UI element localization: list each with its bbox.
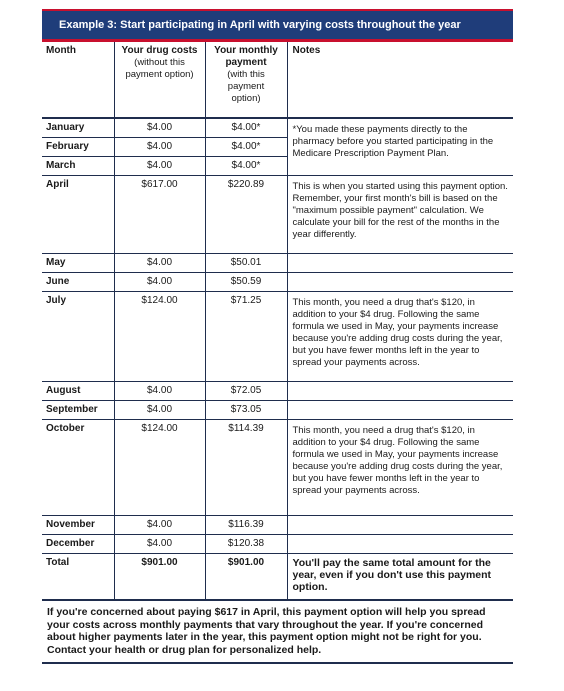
month-cell: May bbox=[42, 253, 114, 272]
monthly-payment-cell: $4.00* bbox=[205, 156, 287, 175]
table-row bbox=[42, 534, 513, 553]
table-row bbox=[42, 291, 513, 381]
monthly-payment-cell: $50.59 bbox=[205, 272, 287, 291]
monthly-payment-cell: $116.39 bbox=[205, 515, 287, 534]
drug-costs-header bbox=[114, 42, 205, 118]
month-cell: January bbox=[42, 118, 114, 137]
month-cell: September bbox=[42, 400, 114, 419]
month-cell: February bbox=[42, 137, 114, 156]
payment-table bbox=[42, 42, 513, 599]
total-note: You'll pay the same total amount for the year, even if you don't use this payment option. bbox=[287, 553, 513, 599]
monthly-payment-header-sub: (with this payment option) bbox=[227, 69, 265, 104]
monthly-payment-header bbox=[205, 42, 287, 118]
table-row bbox=[42, 381, 513, 400]
note-cell: *You made these payments directly to the pharmacy before you started participating in the Medicare Prescription Payment Plan. bbox=[287, 118, 513, 175]
month-cell: March bbox=[42, 156, 114, 175]
monthly-payment-cell: $120.38 bbox=[205, 534, 287, 553]
drug-cost-cell: $4.00 bbox=[114, 400, 205, 419]
month-cell: December bbox=[42, 534, 114, 553]
drug-cost-cell: $4.00 bbox=[114, 118, 205, 137]
drug-cost-cell: $4.00 bbox=[114, 534, 205, 553]
total-monthly-payment: $901.00 bbox=[205, 553, 287, 599]
month-cell: August bbox=[42, 381, 114, 400]
notes-header-label: Notes bbox=[292, 45, 321, 56]
monthly-payment-cell: $50.01 bbox=[205, 253, 287, 272]
note-cell: This month, you need a drug that's $120, in addition to your $4 drug. Following the same formula we used in May, your payments increase because you're adding drug costs during the year, but you have fewer months left in the year to spread your payments across. bbox=[287, 291, 513, 381]
monthly-payment-cell: $4.00* bbox=[205, 137, 287, 156]
example-3-box bbox=[42, 9, 513, 664]
table-header-row bbox=[42, 42, 513, 118]
table-row bbox=[42, 419, 513, 515]
monthly-payment-cell: $72.05 bbox=[205, 381, 287, 400]
table-row bbox=[42, 253, 513, 272]
drug-costs-header-label: Your drug costs bbox=[121, 45, 198, 56]
drug-cost-cell: $4.00 bbox=[114, 381, 205, 400]
drug-cost-cell: $124.00 bbox=[114, 291, 205, 381]
table-row bbox=[42, 118, 513, 137]
drug-cost-cell: $4.00 bbox=[114, 137, 205, 156]
total-label: Total bbox=[46, 556, 70, 568]
drug-cost-cell: $4.00 bbox=[114, 253, 205, 272]
monthly-payment-cell: $4.00* bbox=[205, 118, 287, 137]
footer-note: If you're concerned about paying $617 in April, this payment option will help you spread your costs across monthly payments that vary throughout the year. If you're concerned about higher payments later in the year, this payment option might not be right for you. Contact your health or drug plan for personalized help. bbox=[42, 599, 513, 664]
note-cell: This month, you need a drug that's $120, in addition to your $4 drug. Following the same formula we used in May, your payments increase because you're adding drug costs during the year, but you have fewer months left in the year to spread your payments across. bbox=[287, 419, 513, 515]
monthly-payment-cell: $220.89 bbox=[205, 175, 287, 253]
drug-cost-cell: $4.00 bbox=[114, 156, 205, 175]
note-cell-empty bbox=[287, 534, 513, 553]
note-cell-empty bbox=[287, 253, 513, 272]
note-cell-empty bbox=[287, 381, 513, 400]
month-header bbox=[42, 42, 114, 118]
total-drug-cost: $901.00 bbox=[114, 553, 205, 599]
monthly-payment-header-label: Your monthly payment bbox=[214, 45, 278, 68]
drug-costs-header-sub: (without this payment option) bbox=[125, 57, 194, 80]
month-cell: October bbox=[42, 419, 114, 515]
table-row bbox=[42, 400, 513, 419]
note-cell-empty bbox=[287, 272, 513, 291]
table-row bbox=[42, 175, 513, 253]
month-cell: November bbox=[42, 515, 114, 534]
drug-cost-cell: $124.00 bbox=[114, 419, 205, 515]
note-cell-empty bbox=[287, 515, 513, 534]
table-row bbox=[42, 515, 513, 534]
monthly-payment-cell: $71.25 bbox=[205, 291, 287, 381]
month-cell: June bbox=[42, 272, 114, 291]
note-cell-empty bbox=[287, 400, 513, 419]
example-title: Example 3: Start participating in April with varying costs throughout the year bbox=[42, 9, 513, 42]
monthly-payment-cell: $114.39 bbox=[205, 419, 287, 515]
month-cell: July bbox=[42, 291, 114, 381]
notes-header bbox=[287, 42, 513, 118]
note-cell: This is when you started using this payment option. Remember, your first month's bill is based on the "maximum possible payment" calculation. We calculate your bill for the rest of the months in the year differently. bbox=[287, 175, 513, 253]
drug-cost-cell: $4.00 bbox=[114, 515, 205, 534]
drug-cost-cell: $617.00 bbox=[114, 175, 205, 253]
month-cell: April bbox=[42, 175, 114, 253]
table-row bbox=[42, 272, 513, 291]
drug-cost-cell: $4.00 bbox=[114, 272, 205, 291]
month-header-label: Month bbox=[46, 45, 76, 56]
total-row bbox=[42, 553, 513, 599]
monthly-payment-cell: $73.05 bbox=[205, 400, 287, 419]
